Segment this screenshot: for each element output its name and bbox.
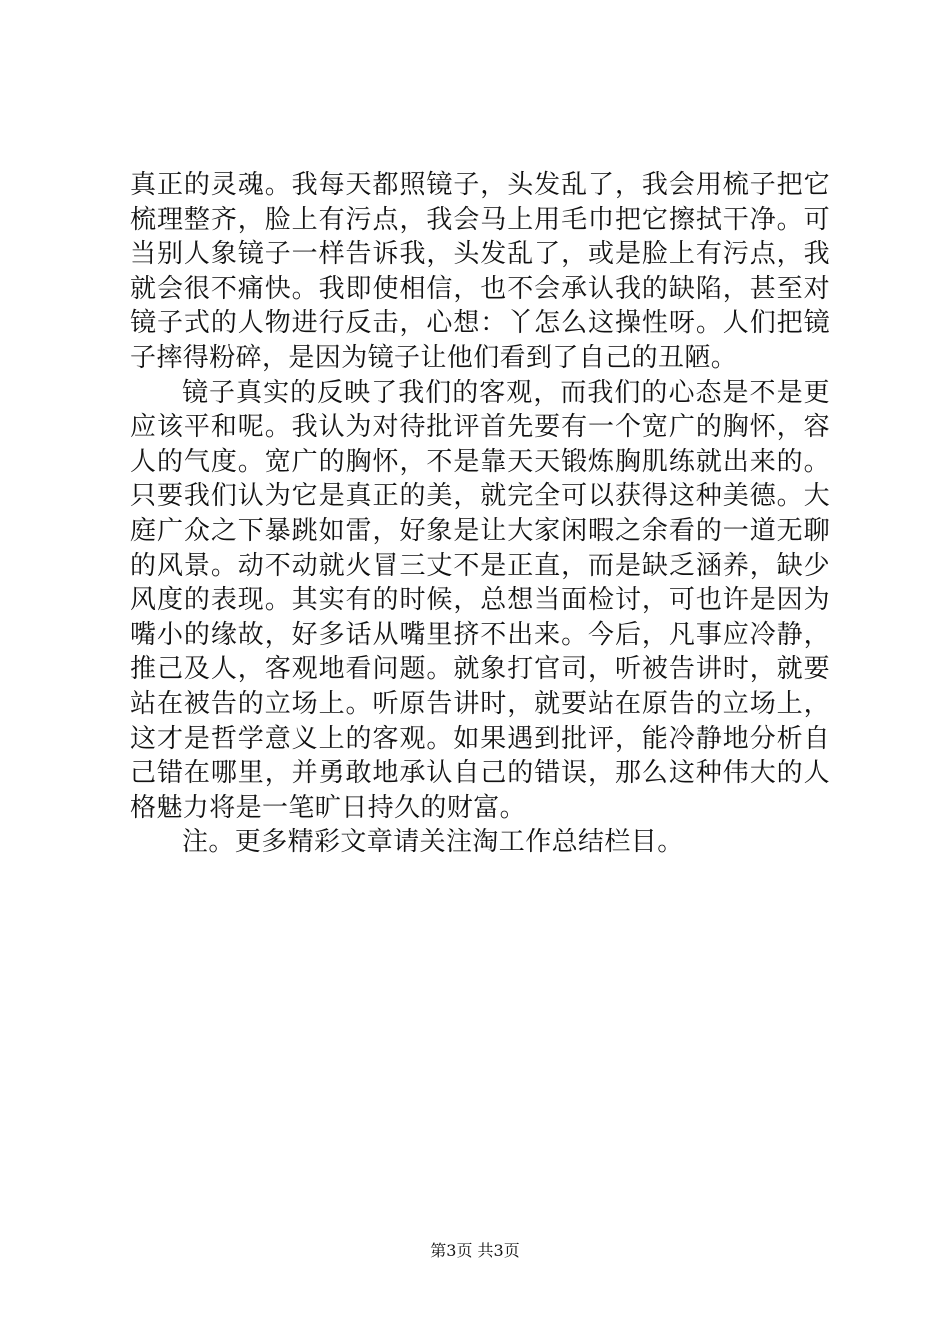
paragraph-mirror-reflection: 镜子真实的反映了我们的客观，而我们的心态是不是更应该平和呢。我认为对待批评首先要有一个宽广的胸怀，容人的气度。宽广的胸怀，不是靠天天锻炼胸肌练就出来的。只要我们认为它是真正的美，就完全可以获得这种美德。大庭广众之下暴跳如雷，好象是让大家闲暇之余看的一道无聊的风景。动不动就火冒三丈不是正直，而是缺乏涵养，缺少风度的表现。其实有的时候，总想当面检讨，可也许是因为嘴小的缘故，好多话从嘴里挤不出来。今后，凡事应冷静，推己及人，客观地看问题。就象打官司，听被告讲时，就要站在被告的立场上。听原告讲时，就要站在原告的立场上，这才是哲学意义上的客观。如果遇到批评，能冷静地分析自己错在哪里，并勇敢地承认自己的错误，那么这种伟大的人格魅力将是一笔旷日持久的财富。 [130, 377, 830, 823]
page-number-footer: 第3页 共3页 [430, 1241, 520, 1260]
paragraph-note: 注。更多精彩文章请关注淘工作总结栏目。 [182, 827, 684, 858]
document-body [130, 168, 830, 860]
paragraph-continued: 真正的灵魂。我每天都照镜子，头发乱了，我会用梳子把它梳理整齐，脸上有污点，我会马上用毛巾把它擦拭干净。可当别人象镜子一样告诉我，头发乱了，或是脸上有污点，我就会很不痛快。我即使相信，也不会承认我的缺陷，甚至对镜子式的人物进行反击，心想：丫怎么这操性呀。人们把镜子摔得粉碎，是因为镜子让他们看到了自己的丑陋。 [130, 170, 830, 373]
